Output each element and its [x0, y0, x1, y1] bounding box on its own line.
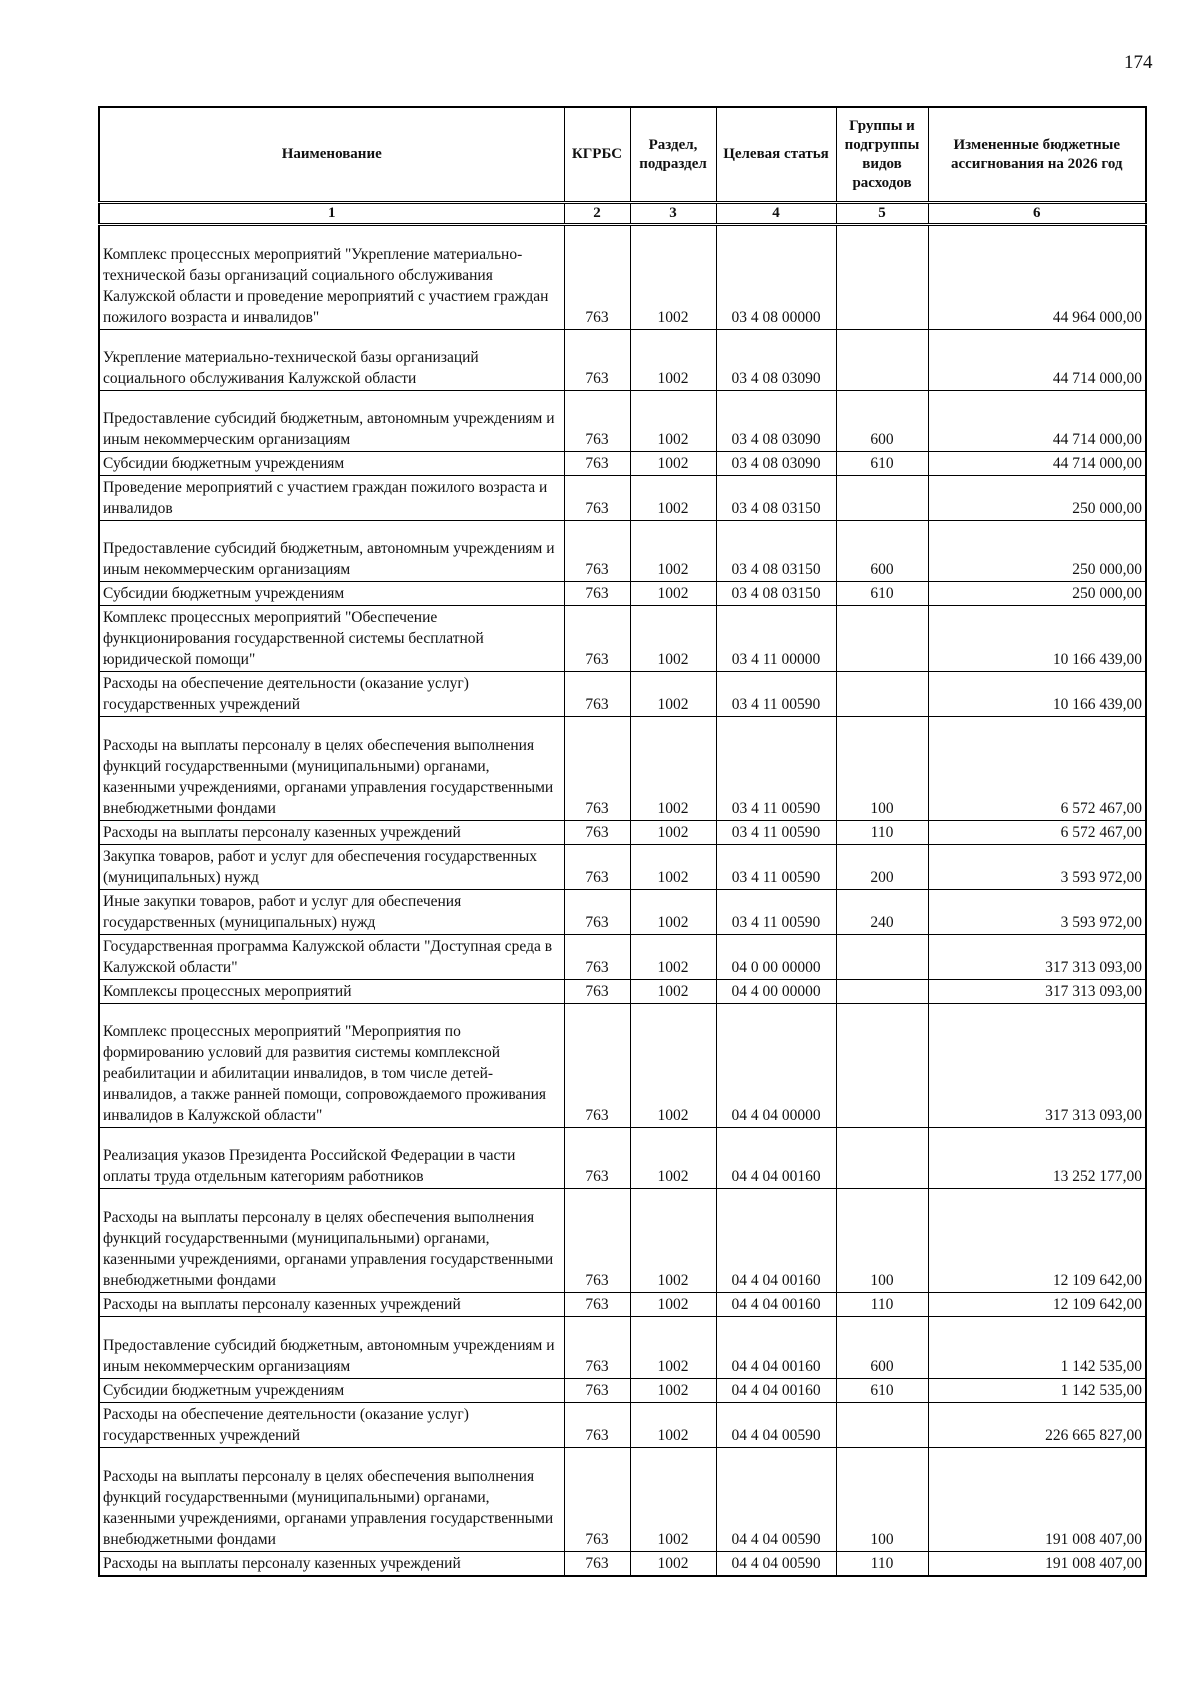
row-article: 03 4 08 03150	[716, 476, 836, 521]
row-kgrbs: 763	[564, 935, 630, 980]
row-article: 03 4 08 03090	[716, 391, 836, 452]
row-article: 03 4 08 03090	[716, 330, 836, 391]
row-group: 110	[836, 1293, 928, 1317]
row-group	[836, 980, 928, 1004]
table-row	[99, 521, 1146, 582]
row-kgrbs: 763	[564, 1004, 630, 1128]
table-row	[99, 476, 1146, 521]
header-groups: Группы и подгруппы видов расходов	[836, 107, 928, 203]
table-row	[99, 1317, 1146, 1379]
row-amount: 317 313 093,00	[928, 1004, 1146, 1128]
row-kgrbs: 763	[564, 1448, 630, 1552]
row-article: 04 4 00 00000	[716, 980, 836, 1004]
row-article: 03 4 08 00000	[716, 225, 836, 330]
row-kgrbs: 763	[564, 672, 630, 717]
row-section: 1002	[630, 606, 716, 672]
table-row	[99, 821, 1146, 845]
row-group	[836, 672, 928, 717]
row-name: Государственная программа Калужской области "Доступная среда в Калужской области"	[99, 935, 564, 980]
row-amount: 191 008 407,00	[928, 1552, 1146, 1577]
row-kgrbs: 763	[564, 1317, 630, 1379]
row-amount: 44 964 000,00	[928, 225, 1146, 330]
row-article: 04 4 04 00590	[716, 1552, 836, 1577]
table-row	[99, 1448, 1146, 1552]
row-group	[836, 330, 928, 391]
row-group: 600	[836, 521, 928, 582]
row-name: Предоставление субсидий бюджетным, автономным учреждениям и иным некоммерческим организациям	[99, 391, 564, 452]
row-section: 1002	[630, 1448, 716, 1552]
row-kgrbs: 763	[564, 1128, 630, 1189]
row-article: 03 4 11 00590	[716, 845, 836, 890]
header-kgrbs: КГРБС	[564, 107, 630, 203]
row-name: Расходы на выплаты персоналу казенных учреждений	[99, 1293, 564, 1317]
header-name: Наименование	[99, 107, 564, 203]
table-row	[99, 717, 1146, 821]
row-group	[836, 1403, 928, 1448]
column-number: 4	[716, 203, 836, 225]
row-section: 1002	[630, 821, 716, 845]
row-name: Комплекс процессных мероприятий "Обеспечение функционирования государственной системы бесплатной юридической помощи"	[99, 606, 564, 672]
row-section: 1002	[630, 476, 716, 521]
row-amount: 44 714 000,00	[928, 330, 1146, 391]
row-amount: 250 000,00	[928, 582, 1146, 606]
row-group	[836, 476, 928, 521]
column-number: 3	[630, 203, 716, 225]
row-amount: 3 593 972,00	[928, 890, 1146, 935]
row-kgrbs: 763	[564, 1379, 630, 1403]
row-name: Расходы на выплаты персоналу в целях обеспечения выполнения функций государственными (муниципальными) органами, казенными учреждениями, органами управления государственными внебюджетными фондами	[99, 1189, 564, 1293]
row-section: 1002	[630, 890, 716, 935]
row-group: 240	[836, 890, 928, 935]
table-row	[99, 1379, 1146, 1403]
row-section: 1002	[630, 1189, 716, 1293]
row-section: 1002	[630, 935, 716, 980]
row-name: Проведение мероприятий с участием граждан пожилого возраста и инвалидов	[99, 476, 564, 521]
row-name: Комплекс процессных мероприятий "Укрепление материально-технической базы организаций социального обслуживания Калужской области и проведение мероприятий с участием граждан пожилого возраста и инвалидов"	[99, 225, 564, 330]
row-article: 04 0 00 00000	[716, 935, 836, 980]
row-kgrbs: 763	[564, 452, 630, 476]
row-group	[836, 1004, 928, 1128]
row-kgrbs: 763	[564, 980, 630, 1004]
row-name: Предоставление субсидий бюджетным, автономным учреждениям и иным некоммерческим организациям	[99, 1317, 564, 1379]
row-group	[836, 1128, 928, 1189]
row-group: 100	[836, 1448, 928, 1552]
row-section: 1002	[630, 452, 716, 476]
table-row	[99, 330, 1146, 391]
row-article: 04 4 04 00160	[716, 1379, 836, 1403]
row-article: 04 4 04 00160	[716, 1317, 836, 1379]
row-section: 1002	[630, 1293, 716, 1317]
table-row	[99, 1128, 1146, 1189]
row-kgrbs: 763	[564, 1293, 630, 1317]
row-name: Предоставление субсидий бюджетным, автономным учреждениям и иным некоммерческим организациям	[99, 521, 564, 582]
table-row	[99, 935, 1146, 980]
table-row	[99, 582, 1146, 606]
row-amount: 12 109 642,00	[928, 1293, 1146, 1317]
row-group: 110	[836, 821, 928, 845]
row-kgrbs: 763	[564, 1189, 630, 1293]
table-row	[99, 1293, 1146, 1317]
row-name: Субсидии бюджетным учреждениям	[99, 1379, 564, 1403]
row-name: Расходы на выплаты персоналу в целях обеспечения выполнения функций государственными (муниципальными) органами, казенными учреждениями, органами управления государственными внебюджетными фондами	[99, 1448, 564, 1552]
row-amount: 6 572 467,00	[928, 717, 1146, 821]
row-section: 1002	[630, 1552, 716, 1577]
row-group: 600	[836, 391, 928, 452]
row-section: 1002	[630, 1004, 716, 1128]
table-row	[99, 391, 1146, 452]
row-name: Закупка товаров, работ и услуг для обеспечения государственных (муниципальных) нужд	[99, 845, 564, 890]
row-section: 1002	[630, 1128, 716, 1189]
row-article: 04 4 04 00590	[716, 1403, 836, 1448]
row-name: Реализация указов Президента Российской Федерации в части оплаты труда отдельным категориям работников	[99, 1128, 564, 1189]
row-kgrbs: 763	[564, 890, 630, 935]
row-name: Комплексы процессных мероприятий	[99, 980, 564, 1004]
row-name: Расходы на выплаты персоналу казенных учреждений	[99, 1552, 564, 1577]
row-section: 1002	[630, 582, 716, 606]
table-row	[99, 606, 1146, 672]
row-name: Расходы на обеспечение деятельности (оказание услуг) государственных учреждений	[99, 1403, 564, 1448]
row-kgrbs: 763	[564, 225, 630, 330]
row-name: Расходы на обеспечение деятельности (оказание услуг) государственных учреждений	[99, 672, 564, 717]
row-group	[836, 935, 928, 980]
row-group: 100	[836, 717, 928, 821]
row-article: 04 4 04 00590	[716, 1448, 836, 1552]
row-kgrbs: 763	[564, 1403, 630, 1448]
row-kgrbs: 763	[564, 821, 630, 845]
column-number: 6	[928, 203, 1146, 225]
row-kgrbs: 763	[564, 391, 630, 452]
row-section: 1002	[630, 672, 716, 717]
row-article: 03 4 11 00590	[716, 717, 836, 821]
column-number: 2	[564, 203, 630, 225]
row-name: Расходы на выплаты персоналу в целях обеспечения выполнения функций государственными (муниципальными) органами, казенными учреждениями, органами управления государственными внебюджетными фондами	[99, 717, 564, 821]
row-section: 1002	[630, 225, 716, 330]
row-amount: 250 000,00	[928, 476, 1146, 521]
page-number: 174	[1124, 52, 1153, 73]
row-group: 610	[836, 452, 928, 476]
row-amount: 191 008 407,00	[928, 1448, 1146, 1552]
row-amount: 10 166 439,00	[928, 606, 1146, 672]
row-amount: 13 252 177,00	[928, 1128, 1146, 1189]
row-kgrbs: 763	[564, 845, 630, 890]
row-section: 1002	[630, 845, 716, 890]
row-group: 610	[836, 1379, 928, 1403]
row-kgrbs: 763	[564, 1552, 630, 1577]
row-name: Иные закупки товаров, работ и услуг для обеспечения государственных (муниципальных) нужд	[99, 890, 564, 935]
header-section: Раздел, подраздел	[630, 107, 716, 203]
row-article: 03 4 11 00590	[716, 672, 836, 717]
table-row	[99, 1552, 1146, 1577]
row-section: 1002	[630, 330, 716, 391]
row-section: 1002	[630, 717, 716, 821]
row-amount: 1 142 535,00	[928, 1317, 1146, 1379]
row-group: 610	[836, 582, 928, 606]
row-group: 110	[836, 1552, 928, 1577]
table-row	[99, 225, 1146, 330]
row-group: 100	[836, 1189, 928, 1293]
row-name: Укрепление материально-технической базы организаций социального обслуживания Калужской области	[99, 330, 564, 391]
row-name: Расходы на выплаты персоналу казенных учреждений	[99, 821, 564, 845]
row-article: 03 4 11 00000	[716, 606, 836, 672]
row-article: 03 4 11 00590	[716, 821, 836, 845]
row-amount: 226 665 827,00	[928, 1403, 1146, 1448]
column-number: 5	[836, 203, 928, 225]
row-amount: 44 714 000,00	[928, 391, 1146, 452]
column-number-row	[99, 203, 1146, 225]
row-kgrbs: 763	[564, 717, 630, 821]
row-section: 1002	[630, 1379, 716, 1403]
column-number: 1	[99, 203, 564, 225]
row-kgrbs: 763	[564, 521, 630, 582]
row-amount: 1 142 535,00	[928, 1379, 1146, 1403]
row-article: 03 4 08 03090	[716, 452, 836, 476]
row-group	[836, 225, 928, 330]
row-name: Комплекс процессных мероприятий "Мероприятия по формированию условий для развития системы комплексной реабилитации и абилитации инвалидов, в том числе детей-инвалидов, а также ранней помощи, сопровождаемого проживания инвалидов в Калужской области"	[99, 1004, 564, 1128]
row-section: 1002	[630, 1403, 716, 1448]
row-amount: 317 313 093,00	[928, 980, 1146, 1004]
row-article: 04 4 04 00160	[716, 1128, 836, 1189]
row-article: 04 4 04 00000	[716, 1004, 836, 1128]
header-article: Целевая статья	[716, 107, 836, 203]
table-row	[99, 1403, 1146, 1448]
table-row	[99, 890, 1146, 935]
table-row	[99, 1189, 1146, 1293]
row-amount: 12 109 642,00	[928, 1189, 1146, 1293]
header-row	[99, 107, 1146, 203]
row-amount: 6 572 467,00	[928, 821, 1146, 845]
row-section: 1002	[630, 521, 716, 582]
row-amount: 250 000,00	[928, 521, 1146, 582]
table-row	[99, 845, 1146, 890]
table-row	[99, 672, 1146, 717]
row-article: 04 4 04 00160	[716, 1293, 836, 1317]
budget-table	[98, 106, 1147, 1577]
row-amount: 3 593 972,00	[928, 845, 1146, 890]
row-kgrbs: 763	[564, 582, 630, 606]
row-group: 200	[836, 845, 928, 890]
table-row	[99, 452, 1146, 476]
row-kgrbs: 763	[564, 606, 630, 672]
row-name: Субсидии бюджетным учреждениям	[99, 582, 564, 606]
row-article: 03 4 08 03150	[716, 521, 836, 582]
row-amount: 44 714 000,00	[928, 452, 1146, 476]
row-kgrbs: 763	[564, 330, 630, 391]
row-section: 1002	[630, 1317, 716, 1379]
row-kgrbs: 763	[564, 476, 630, 521]
row-article: 03 4 08 03150	[716, 582, 836, 606]
row-amount: 10 166 439,00	[928, 672, 1146, 717]
table-row	[99, 980, 1146, 1004]
table-row	[99, 1004, 1146, 1128]
header-amount: Измененные бюджетные ассигнования на 2026 год	[928, 107, 1146, 203]
row-amount: 317 313 093,00	[928, 935, 1146, 980]
row-name: Субсидии бюджетным учреждениям	[99, 452, 564, 476]
row-section: 1002	[630, 391, 716, 452]
row-group	[836, 606, 928, 672]
row-group: 600	[836, 1317, 928, 1379]
row-section: 1002	[630, 980, 716, 1004]
row-article: 03 4 11 00590	[716, 890, 836, 935]
row-article: 04 4 04 00160	[716, 1189, 836, 1293]
